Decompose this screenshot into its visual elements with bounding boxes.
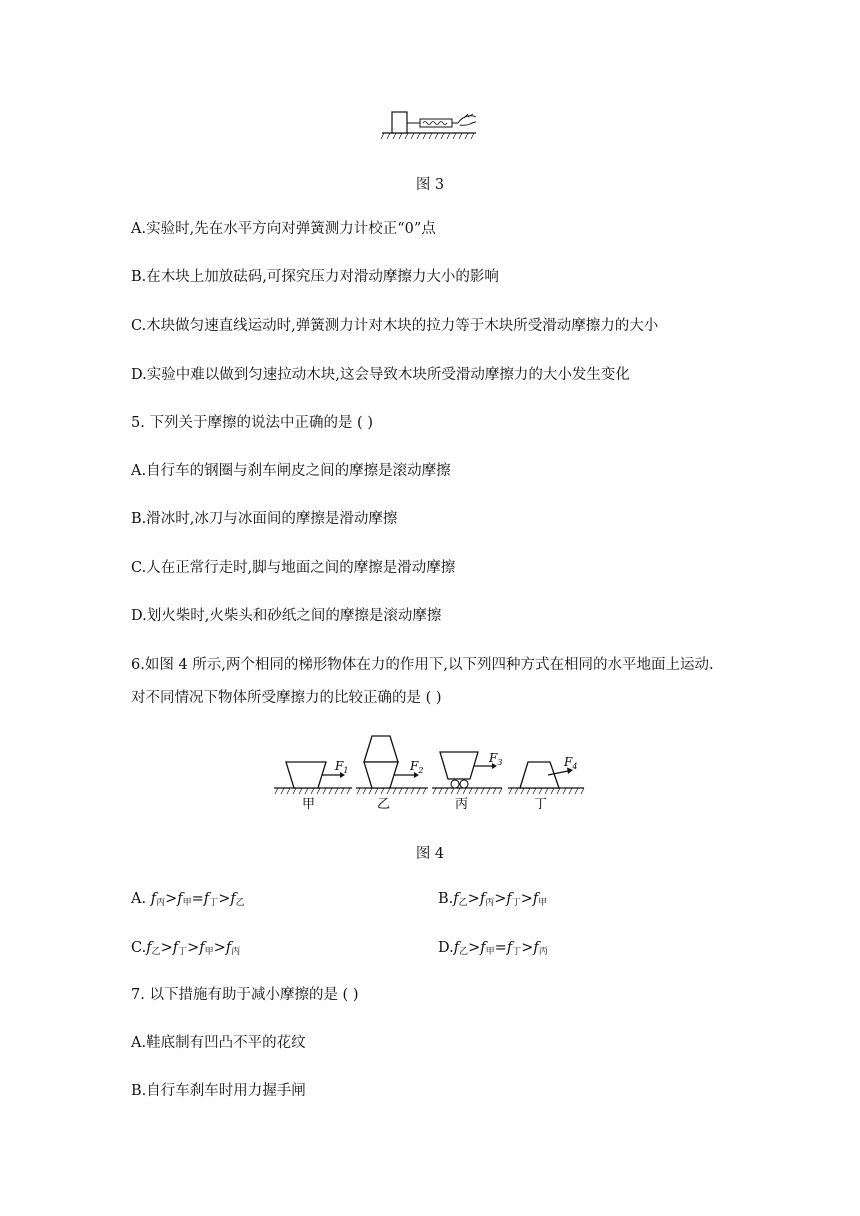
q6-option-b: $B.f_乙>f_丙>f_丁>f_甲$: [438, 891, 548, 908]
q5-option-b: B.滑冰时,冰刀与冰面间的摩擦是滑动摩擦: [131, 511, 398, 527]
q6-option-c: $C.f_乙>f_丁>f_甲>f_丙$: [131, 940, 241, 957]
q4-option-a: A.实验时,先在水平方向对弹簧测力计校正“0”点: [131, 221, 436, 237]
hand-icon: [458, 114, 476, 125]
figure-4-diagram: [272, 730, 590, 814]
q6-stem-line1: 6.如图 4 所示,两个相同的梯形物体在力的作用下,以下列四种方式在相同的水平地面上运动.: [131, 657, 714, 673]
figure-3-diagram: [380, 106, 480, 142]
force-label-f4: $F_4$: [564, 755, 578, 771]
label-ding: 丁: [534, 797, 548, 812]
force-label-f1: $F_1$: [335, 759, 349, 775]
label-bing: 丙: [455, 797, 469, 812]
q4-option-d: D.实验中难以做到匀速拉动木块,这会导致木块所受滑动摩擦力的大小发生变化: [131, 367, 630, 383]
q7-stem: 7. 以下措施有助于减小摩擦的是 ( ): [131, 987, 359, 1003]
block-yi-top: [364, 736, 398, 762]
figure-4-caption: 图 4: [415, 846, 445, 862]
block-ding: [520, 762, 559, 788]
block-yi-bottom: [364, 762, 398, 788]
ground-lines: [274, 788, 584, 794]
spring-scale: [420, 119, 452, 127]
block-jia: [286, 762, 326, 788]
q5-stem: 5. 下列关于摩擦的说法中正确的是 ( ): [131, 415, 373, 431]
q6-option-a: A. $f_丙>f_甲=f_丁>f_乙$: [131, 891, 245, 908]
roller-right: [460, 780, 468, 788]
force-label-f3: $F_3$: [489, 751, 503, 767]
force-label-f2: $F_2$: [410, 759, 424, 775]
figure-3-caption: 图 3: [415, 177, 445, 193]
q4-option-c: C.木块做匀速直线运动时,弹簧测力计对木块的拉力等于木块所受滑动摩擦力的大小: [131, 318, 659, 334]
q5-option-a: A.自行车的钢圈与刹车闸皮之间的摩擦是滚动摩擦: [131, 463, 451, 479]
q7-option-a: A.鞋底制有凹凸不平的花纹: [131, 1035, 306, 1051]
q4-option-b: B.在木块上加放砝码,可探究压力对滑动摩擦力大小的影响: [131, 269, 499, 285]
label-jia: 甲: [302, 797, 316, 812]
wood-block: [392, 112, 407, 133]
q5-option-d: D.划火柴时,火柴头和砂纸之间的摩擦是滚动摩擦: [131, 608, 442, 624]
roller-left: [451, 780, 459, 788]
block-bing: [440, 752, 478, 779]
q7-option-b: B.自行车刹车时用力握手闸: [131, 1083, 306, 1099]
q6-stem-line2: 对不同情况下物体所受摩擦力的比较正确的是 ( ): [131, 690, 442, 706]
q6-option-d: $D.f_乙>f_甲=f_丁>f_丙$: [438, 940, 548, 957]
q5-option-c: C.人在正常行走时,脚与地面之间的摩擦是滑动摩擦: [131, 560, 456, 576]
label-yi: 乙: [377, 797, 391, 812]
